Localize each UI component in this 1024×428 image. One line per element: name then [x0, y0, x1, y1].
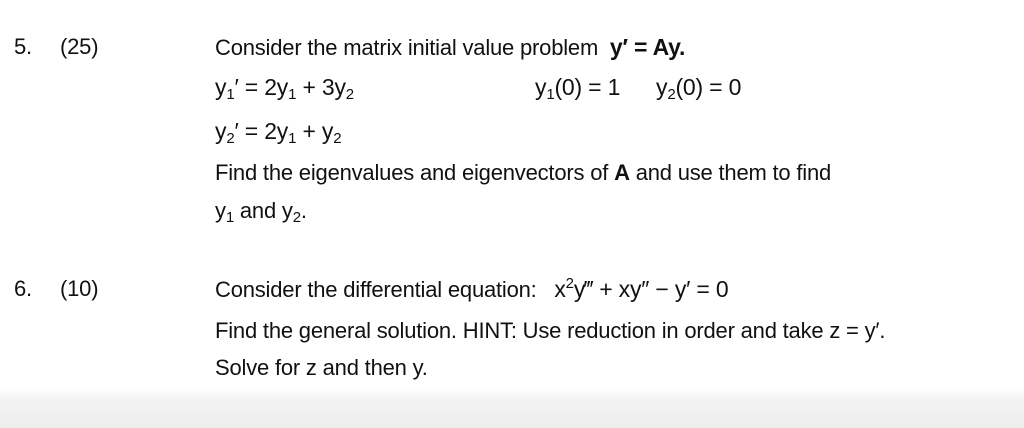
problem-5-points: (25): [60, 34, 99, 59]
ic2-var: y: [656, 74, 668, 100]
eq1-rhs-mid: + 3y: [296, 74, 346, 100]
problem-5-initial-condition-2: [656, 74, 742, 103]
problem-6-number: 6.: [14, 276, 32, 301]
problem-5-task-line-2: [215, 198, 307, 224]
problem-6-line-3: Solve for z and then y.: [215, 355, 428, 380]
problem-6-points: (10): [60, 276, 99, 301]
problem-5-equation-2: $y_2' = 2y_1 + y_2$: [215, 118, 342, 147]
eq2-rhs-sub1: 1: [288, 130, 297, 147]
problem-5-task-line-1: [215, 160, 831, 186]
ic1-var: y: [535, 74, 547, 100]
eq1-rhs-sub1: 1: [288, 86, 297, 103]
problem-6-intro-text: Consider the differential equation:: [215, 277, 537, 302]
problem-6-equation: [554, 276, 728, 302]
eq1-rhs: = 2y: [244, 74, 289, 100]
problem-5-initial-condition-1: [535, 74, 621, 103]
problem-6-intro: [215, 276, 728, 303]
task2-period: .: [300, 198, 307, 223]
ic1-rest: (0) = 1: [554, 74, 621, 100]
eq1-lhs-sub: 1: [226, 86, 235, 103]
eq2-lhs-var: y: [215, 118, 227, 144]
eq2-lhs-sub: 2: [226, 130, 235, 147]
ic2-sub: 2: [667, 86, 676, 103]
task2-sub-1: 1: [225, 209, 234, 226]
task1-text-a: Find the eigenvalues and eigenvectors of: [215, 160, 615, 185]
problem-6-equation-rest: y‴ + xy″ − y′ = 0: [573, 276, 729, 302]
problem-5-number: 5.: [14, 34, 32, 59]
problem-5-intro-text: Consider the matrix initial value problem: [215, 35, 599, 60]
task2-var-2: and y: [233, 198, 293, 223]
task2-sub-2: 2: [292, 209, 301, 226]
problem-5-intro-equation: y′ = Ay.: [609, 34, 686, 60]
eq1-rhs-sub2: 2: [345, 86, 354, 103]
eq2-rhs-mid: + y: [296, 118, 334, 144]
eq2-rhs: = 2y: [244, 118, 289, 144]
eq1-lhs-var: y: [215, 74, 227, 100]
problem-6-line-2: Find the general solution. HINT: Use reduction in order and take z = y′.: [215, 318, 886, 343]
ic1-sub: 1: [546, 86, 555, 103]
problem-6-equation-exponent: 2: [565, 275, 574, 292]
task1-text-c: and use them to find: [629, 160, 832, 185]
task1-matrix-a: A: [614, 160, 630, 185]
problem-6-equation-x: x: [554, 276, 566, 302]
task2-var-1: y: [215, 198, 226, 223]
problem-5-intro: [215, 34, 685, 61]
problem-5-equation-1: $y_1' = 2y_1 + 3y_2$: [215, 74, 354, 103]
ic2-rest: (0) = 0: [675, 74, 742, 100]
eq2-rhs-sub2: 2: [333, 130, 342, 147]
